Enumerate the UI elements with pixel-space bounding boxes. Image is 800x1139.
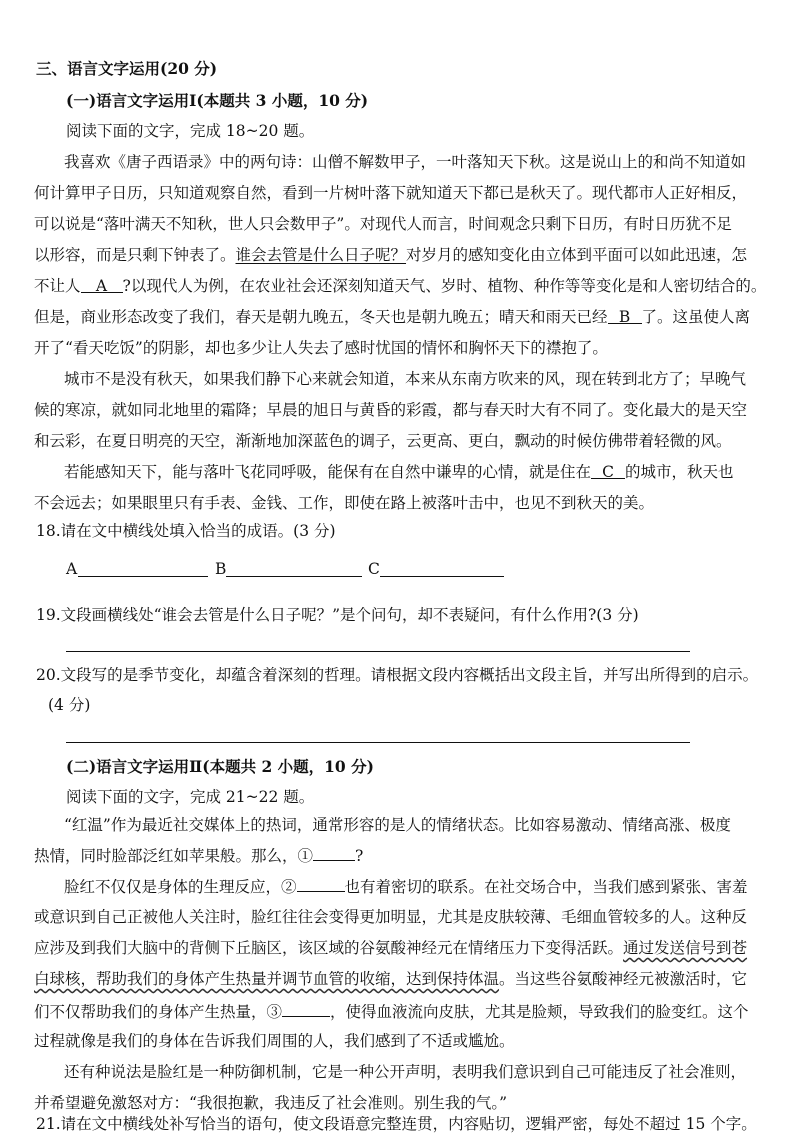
- blank-c: C: [591, 461, 625, 479]
- text-span: 不让人: [34, 277, 81, 295]
- blank-b: B: [608, 306, 642, 324]
- blank-1[interactable]: [313, 843, 355, 861]
- passage3-line: 不会远去；如果眼里只有手表、金钱、工作，即使在路上被落叶击中，也见不到秋天的美。: [34, 494, 655, 512]
- answer-blank-c[interactable]: [380, 576, 504, 577]
- passage1-line: [34, 275, 766, 297]
- passage4-line: “红温”作为最近社交媒体上的热词，通常形容的是人的情绪状态。比如容易激动、情绪高涨、极度: [64, 816, 731, 834]
- passage6-line: 还有种说法是脸红是一种防御机制，它是一种公开声明，表明我们意识到自己可能违反了社会准则，: [64, 1063, 747, 1081]
- question-20: 20.文段写的是季节变化，却蕴含着深刻的哲理。请根据文段内容概括出文段主旨，并写出所得到的启示。: [36, 666, 759, 684]
- text-span: 。当这些谷氨酸神经元被激活时，它: [499, 970, 748, 988]
- text-span: 了。这虽使人离: [641, 308, 751, 326]
- blank-a: A: [81, 275, 123, 293]
- question-20-score: (4 分): [48, 696, 91, 714]
- passage1-line: [34, 244, 747, 266]
- part2-instruction: 阅读下面的文字，完成 21~22 题。: [66, 788, 315, 806]
- part2-heading: (二)语言文字运用Ⅱ(本题共 2 小题，10 分): [66, 757, 374, 776]
- passage1-line: [34, 306, 750, 328]
- text-span: 以形容，而是只剩下钟表了。: [34, 246, 236, 264]
- text-span: 热情，同时脸部泛红如苹果般。那么，①: [34, 847, 314, 865]
- question-21: 21.请在文中横线处补写恰当的语句，使文段语意完整连贯，内容贴切，逻辑严密，每处不超过 15 个字。: [36, 1115, 757, 1133]
- text-span: 们不仅帮助我们的身体产生热量，③: [34, 1003, 283, 1021]
- passage5-line: [34, 999, 749, 1023]
- text-span: 对岁月的感知变化由立体到平面可以如此迅速，怎: [406, 246, 748, 264]
- passage5-line: 过程就像是我们的身体在告诉我们周围的人，我们感到了不适或尴尬。: [34, 1032, 515, 1050]
- passage4-line: [34, 843, 363, 867]
- passage3-line: [64, 461, 734, 483]
- question-19: 19.文段画横线处“谁会去管是什么日子呢？”是个问句，却不表疑问，有什么作用?(3 分): [36, 606, 639, 624]
- underlined-question: 谁会去管是什么日子呢？: [235, 246, 407, 264]
- text-span: 若能感知天下，能与落叶飞花同呼吸，能保有在自然中谦卑的心情，就是住在: [64, 463, 592, 481]
- passage1-line: 开了“看天吃饭”的阴影，却也多少让人失去了感时忧国的情怀和胸怀天下的襟抱了。: [34, 339, 608, 357]
- wavy-underlined-text: 通过发送信号到苍: [623, 939, 748, 957]
- passage2-line: 和云彩，在夏日明亮的天空，渐渐地加深蓝色的调子，云更高、更白，飘动的时候仿佛带着轻微的风。: [34, 432, 732, 450]
- passage5-line: 或意识到自己正被他人关注时，脸红往往会变得更加明显，尤其是皮肤较薄、毛细血管较多的人。这种反: [34, 908, 748, 926]
- passage5-line: [64, 874, 748, 898]
- section-heading: 三、语言文字运用(20 分): [36, 59, 218, 78]
- text-span: ?: [355, 847, 364, 865]
- text-span: 但是，商业形态改变了我们，春天是朝九晚五，冬天也是朝九晚五；晴天和雨天已经: [34, 308, 608, 326]
- answer-line-19[interactable]: [66, 651, 690, 652]
- text-span: 也有着密切的联系。在社交场合中，当我们感到紧张、害羞: [344, 878, 748, 896]
- text-span: ?以现代人为例，在农业社会还深刻知道天气、岁时、植物、种作等等变化是和人密切结合的。: [122, 277, 767, 295]
- passage5-line: [34, 968, 747, 990]
- text-span: ，使得血液流向皮肤，尤其是脸颊，导致我们的脸变红。这个: [330, 1003, 749, 1021]
- text-span: 脸红不仅仅是身体的生理反应，②: [64, 878, 297, 896]
- part1-instruction: 阅读下面的文字，完成 18~20 题。: [66, 122, 315, 140]
- answer-label-b: B: [215, 560, 227, 578]
- passage1-line: 可以说是“落叶满天不知秋，世人只会数甲子”。对现代人而言，时间观念只剩下日历，有时日历犹不足: [34, 215, 732, 233]
- answer-label-c: C: [368, 560, 380, 578]
- wavy-underlined-text: 白球核，帮助我们的身体产生热量并调节血管的收缩，达到保持体温: [34, 970, 500, 988]
- answer-blank-b[interactable]: [226, 576, 362, 577]
- part1-heading: (一)语言文字运用Ⅰ(本题共 3 小题，10 分): [66, 91, 369, 110]
- passage6-line: 并希望避免激怒对方：“我很抱歉，我违反了社会准则。别生我的气。”: [34, 1094, 508, 1112]
- answer-label-a: A: [66, 560, 78, 578]
- answer-line-20[interactable]: [66, 742, 690, 743]
- text-span: 应涉及到我们大脑中的背侧下丘脑区，该区域的谷氨酸神经元在情绪压力下变得活跃。: [34, 939, 624, 957]
- question-18: 18.请在文中横线处填入恰当的成语。(3 分): [36, 522, 336, 540]
- passage2-line: 候的寒凉，就如同北地里的霜降；早晨的旭日与黄昏的彩霞，都与春天时大有不同了。变化最大的是天空: [34, 401, 748, 419]
- text-span: 的城市，秋天也: [625, 463, 734, 481]
- blank-3[interactable]: [282, 999, 330, 1017]
- passage1-line: 何计算甲子日历，只知道观察自然，看到一片树叶落下就知道天下都已是秋天了。现代都市人正好相反，: [34, 184, 748, 202]
- passage1-line: 我喜欢《唐子西语录》中的两句诗：山僧不解数甲子，一叶落知天下秋。这是说山上的和尚不知道如: [64, 153, 747, 171]
- answer-blank-a[interactable]: [78, 576, 208, 577]
- passage5-line: [34, 937, 747, 959]
- passage2-line: 城市不是没有秋天，如果我们静下心来就会知道，本来从东南方吹来的风，现在转到北方了；早晚气: [64, 370, 747, 388]
- blank-2[interactable]: [297, 874, 345, 892]
